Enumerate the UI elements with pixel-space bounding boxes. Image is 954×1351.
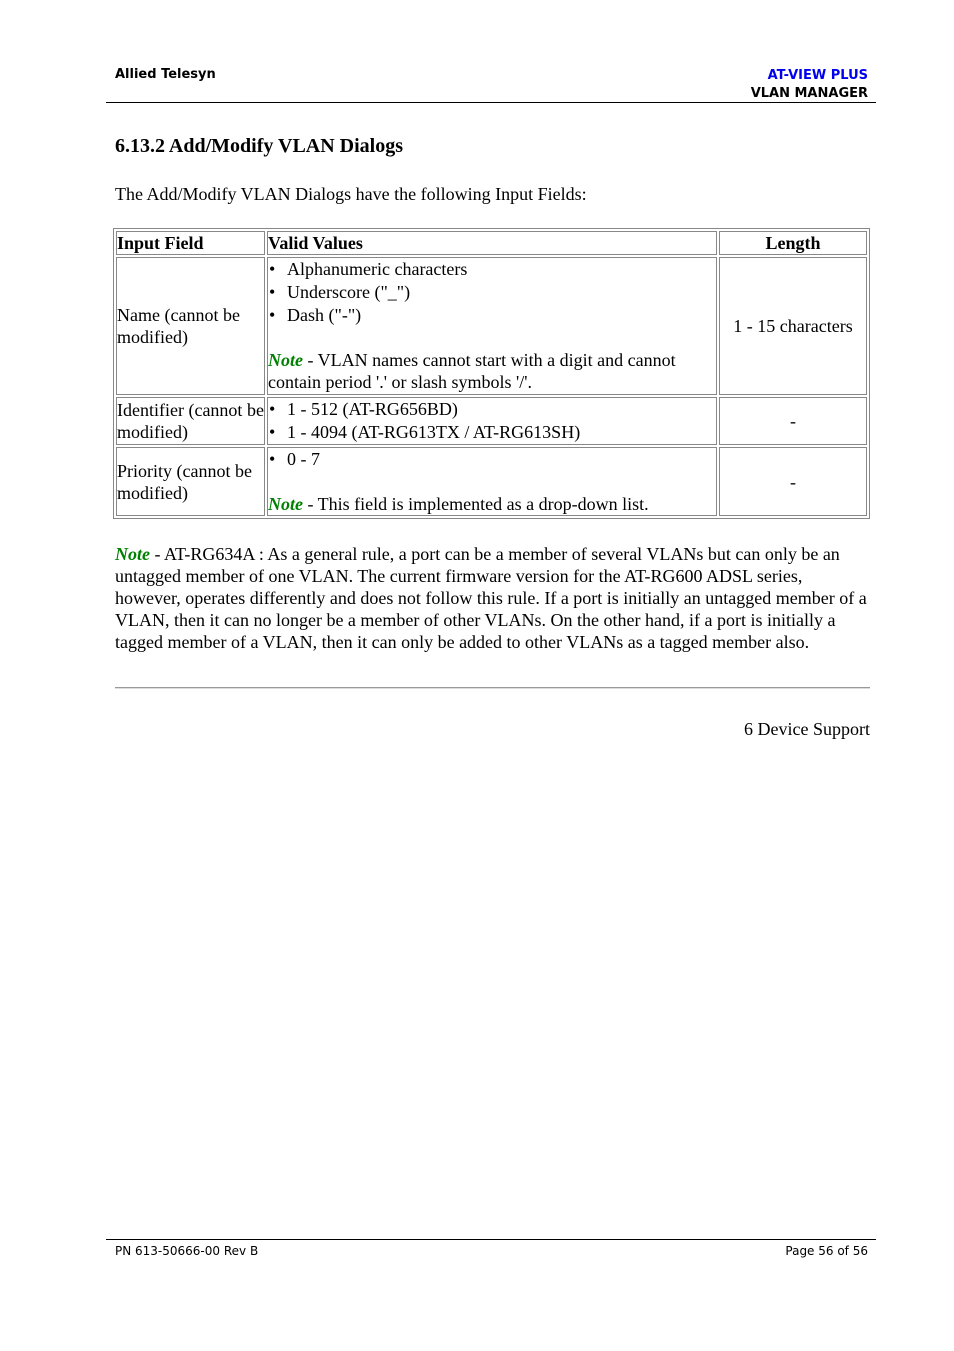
length-cell: - [719, 447, 867, 516]
length-cell: 1 - 15 characters [719, 257, 867, 395]
length-cell: - [719, 397, 867, 445]
header-company: Allied Telesyn [115, 67, 216, 82]
note-label: Note [268, 350, 303, 370]
valid-values-cell [267, 447, 717, 516]
col-header-valid-values: Valid Values [267, 231, 717, 255]
valid-values-cell [267, 397, 717, 445]
field-name-cell: Priority (cannot be modified) [116, 447, 265, 516]
list-item: • Alphanumeric characters [268, 258, 716, 281]
table-row [116, 447, 867, 516]
header-right [751, 67, 868, 103]
header-section: VLAN MANAGER [750, 86, 868, 101]
col-header-input-field: Input Field [116, 231, 265, 255]
footer-divider [106, 1239, 876, 1240]
table-row [116, 257, 867, 395]
name-note [268, 349, 716, 393]
field-name-cell: Name (cannot be modified) [116, 257, 265, 395]
valid-values-list [268, 398, 716, 444]
list-item: • Underscore ("_") [268, 281, 716, 304]
input-fields-table [113, 228, 870, 519]
col-header-length: Length [719, 231, 867, 255]
note-label: Note [268, 494, 303, 514]
valid-values-list [268, 258, 716, 327]
main-content [115, 132, 870, 740]
section-divider [115, 687, 870, 689]
priority-note [268, 493, 716, 515]
table-row [116, 397, 867, 445]
intro-text: The Add/Modify VLAN Dialogs have the following Input Fields: [115, 184, 587, 204]
list-item: • Dash ("-") [268, 304, 716, 327]
field-name-cell: Identifier (cannot be modified) [116, 397, 265, 445]
header-product: AT-VIEW PLUS [767, 68, 868, 83]
footer-page-number: Page 56 of 56 [785, 1244, 868, 1258]
list-item: • 1 - 4094 (AT-RG613TX / AT-RG613SH) [268, 421, 716, 444]
section-heading: 6.13.2 Add/Modify VLAN Dialogs [115, 135, 404, 157]
header-divider [106, 102, 876, 103]
list-item: • 1 - 512 (AT-RG656BD) [268, 398, 716, 421]
list-item: • 0 - 7 [268, 448, 716, 471]
note-label: Note [115, 544, 150, 564]
firmware-note-paragraph [115, 543, 870, 653]
table-header-row [116, 231, 867, 255]
note-text: - This field is implemented as a drop-down list. [303, 494, 649, 514]
note-text: - AT-RG634A : As a general rule, a port can be a member of several VLANs but can only be an untagged member of one VLAN. The current firmware version for the AT-RG600 ADSL series, however, operates differently and does not follow this rule. If a port is initially an untagged member of a VLAN, then it can no longer be a member of other VLANs. On the other hand, if a port is initially a tagged member of a VLAN, then it can only be added to other VLANs as a tagged member also. [115, 544, 867, 652]
valid-values-cell [267, 257, 717, 395]
valid-values-list [268, 448, 716, 471]
footer-part-number: PN 613-50666-00 Rev B [115, 1244, 259, 1258]
note-text: - VLAN names cannot start with a digit and cannot contain period '.' or slash symbols '/'. [268, 350, 676, 392]
device-support-link[interactable]: 6 Device Support [744, 719, 870, 739]
